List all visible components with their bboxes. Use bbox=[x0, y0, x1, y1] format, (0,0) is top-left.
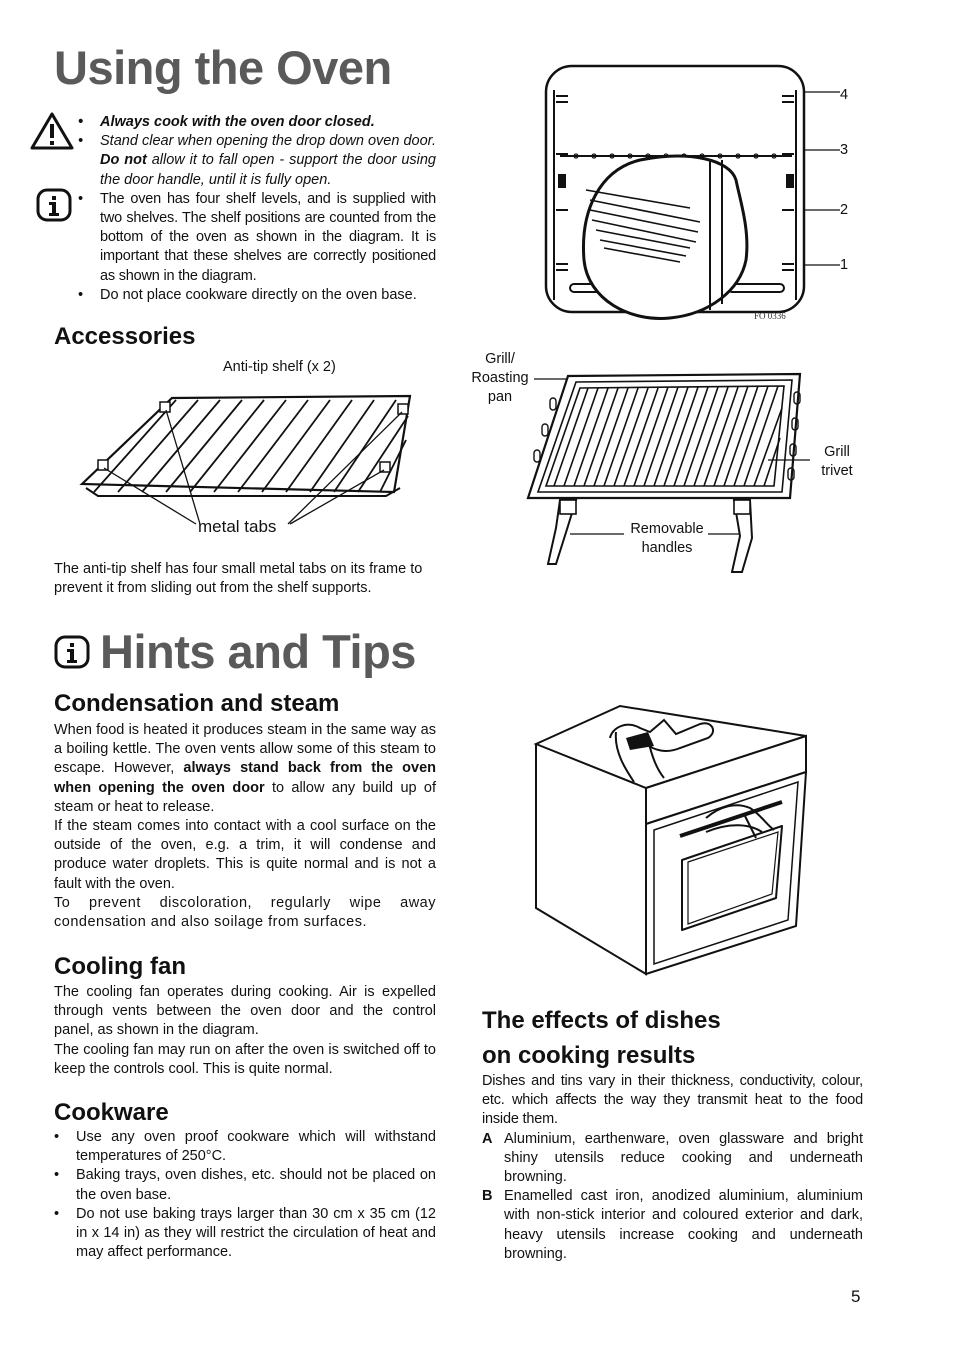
cookware-item: • Baking trays, oven dishes, etc. should not be placed on the oven base. bbox=[54, 1166, 436, 1204]
info-bullet-shelves: • The oven has four shelf levels, and is supplied with two shelves. The shelf positions are counted from the bottom of the oven as shown in the diagram. It is important that these shelves are correctly positioned as shown in the diagram. bbox=[78, 190, 436, 286]
grill-trivet-label: Grill trivet bbox=[821, 444, 853, 479]
warning-bullet-2: • Stand clear when opening the drop down oven door. Do not allow it to fall open - support the door using the door handle, until it is fully open. bbox=[78, 132, 436, 190]
page-number: 5 bbox=[851, 1287, 861, 1306]
oven-cooling-fan-drawing bbox=[530, 698, 810, 978]
condensation-heading: Condensation and steam bbox=[54, 690, 340, 717]
warning-bullet-1: • Always cook with the oven door closed. bbox=[78, 113, 436, 132]
metal-tabs-label: metal tabs bbox=[198, 517, 277, 536]
effects-heading: The effects of dishes on cooking results bbox=[482, 1007, 721, 1069]
anti-tip-shelf-drawing bbox=[76, 388, 420, 534]
removable-handles-label: Removable handles bbox=[630, 521, 704, 556]
cooling-fan-heading: Cooling fan bbox=[54, 953, 186, 980]
grill-pan-label: Grill/ Roasting pan bbox=[471, 351, 529, 405]
anti-tip-description: The anti-tip shelf has four small metal tabs on its frame to prevent it from sliding out from the shelf supports. bbox=[54, 561, 423, 597]
shelf-level-2: 2 bbox=[840, 202, 849, 218]
effects-body: Dishes and tins vary in their thickness, conductivity, colour, etc. which affects the way they transmit heat to the food inside them. A Aluminium, earthenware, oven glassware and bright shiny utensils reduce cooking and underneath browning. B Enamelled cast iron, anodized aluminium, aluminium with non-stick interior and coloured exterior and dark, heavy utensils increase cooking and underneath browning. bbox=[482, 1072, 863, 1264]
info-icon bbox=[36, 188, 72, 222]
effect-a: A Aluminium, earthenware, oven glassware and bright shiny utensils reduce cooking and underneath browning. bbox=[482, 1130, 863, 1186]
info-bullet-base: • Do not place cookware directly on the oven base. bbox=[78, 286, 436, 305]
page-title: Using the Oven bbox=[54, 41, 392, 94]
anti-tip-shelf-caption: Anti-tip shelf (x 2) bbox=[223, 359, 336, 375]
hints-title: Hints and Tips bbox=[100, 625, 416, 678]
info-icon bbox=[54, 635, 90, 669]
effect-b: B Enamelled cast iron, anodized aluminium, aluminium with non-stick interior and coloured exterior and dark, heavy utensils increase cooking and underneath browning. bbox=[482, 1188, 863, 1262]
cooling-fan-body: The cooling fan operates during cooking. Air is expelled through vents between the oven door and the control panel, as shown in the diagram. The cooling fan may run on after the oven is switched off to keep the controls cool. This is quite normal. bbox=[54, 984, 436, 1077]
condensation-body: When food is heated it produces steam in the same way as a boiling kettle. The oven vents allow some of this steam to escape. However, always stand back from the oven when opening the oven door to allow any build up of steam or heat to release. If the steam comes into contact with a cool surface on the outside of the oven, e.g. a trim, it will condense and produce water droplets. This is quite normal and is not a fault with the oven. To prevent discoloration, regularly wipe away condensation and also soilage from surfaces. bbox=[54, 722, 437, 931]
cookware-item: • Use any oven proof cookware which will withstand temperatures of 250°C. bbox=[54, 1128, 436, 1166]
shelf-level-1: 1 bbox=[840, 257, 849, 273]
shelf-level-4: 4 bbox=[840, 87, 849, 103]
diagram-code: FO 0336 bbox=[754, 311, 786, 321]
cookware-item: • Do not use baking trays larger than 30 cm x 35 cm (12 in x 14 in) as they will restrict the circulation of heat and may affect performance. bbox=[54, 1205, 436, 1263]
accessories-heading: Accessories bbox=[54, 323, 196, 350]
warning-icon bbox=[30, 112, 74, 150]
warnings-list bbox=[78, 113, 436, 305]
oven-shelf-diagram bbox=[540, 60, 860, 330]
cookware-heading: Cookware bbox=[54, 1099, 169, 1126]
shelf-level-3: 3 bbox=[840, 142, 849, 158]
cookware-list bbox=[54, 1128, 436, 1262]
